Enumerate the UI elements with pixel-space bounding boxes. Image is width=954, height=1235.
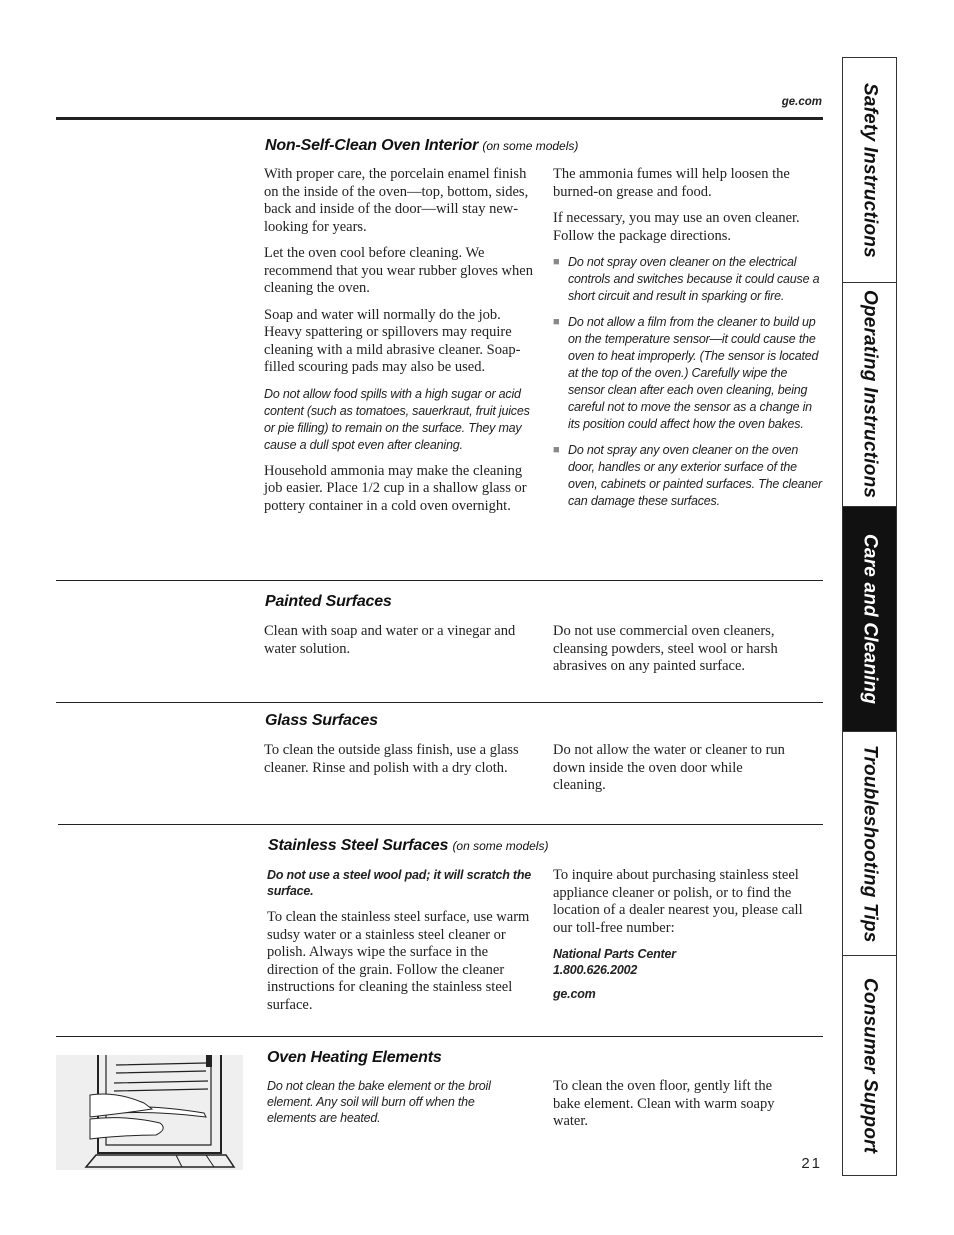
warning-text: Do not allow a film from the cleaner to build up on the temperature sensor—it could cause the oven to heat improperly. (The sensor is located at the top of the oven.) Carefully wipe the sensor clean after each oven cleaning, being careful not to move the sensor as a change in its position could affect how the oven bakes. xyxy=(568,315,819,431)
tab-operating-instructions[interactable] xyxy=(843,283,896,507)
stainless-subtitle: (on some models) xyxy=(452,839,549,853)
page-number: 21 xyxy=(801,1155,822,1172)
heating-caution-note: Do not clean the bake element or the broil element. Any soil will burn off when the elements are heated. xyxy=(267,1079,491,1125)
stainless-title: Stainless Steel Surfaces xyxy=(268,837,449,854)
section-divider xyxy=(56,702,823,703)
heating-right-text: To clean the oven floor, gently lift the bake element. Clean with warm soapy water. xyxy=(553,1078,775,1129)
oven-interior-drawing xyxy=(56,1055,243,1170)
tab-label: Consumer Support xyxy=(859,977,881,1154)
square-bullet-icon: ■ xyxy=(553,444,560,456)
tab-care-and-cleaning[interactable] xyxy=(843,507,896,732)
tab-troubleshooting-tips[interactable] xyxy=(843,732,896,956)
contact-block xyxy=(553,946,819,1002)
section-title-heating: Oven Heating Elements xyxy=(267,1049,442,1066)
oven-interior-warning-item xyxy=(553,442,823,510)
warning-text: Do not spray any oven cleaner on the oven door, handles or any exterior surface of the oven, cabinets or painted surfaces. The cleaner can damage these surfaces. xyxy=(568,443,822,508)
tab-label: Safety Instructions xyxy=(859,82,881,258)
site-url: ge.com xyxy=(781,96,822,108)
oven-interior-right-column xyxy=(553,166,823,519)
oven-interior-subtitle: (on some models) xyxy=(482,139,579,153)
section-title-glass: Glass Surfaces xyxy=(265,712,378,729)
oven-interior-paragraph: Household ammonia may make the cleaning job easier. Place 1/2 cup in a shallow glass or pottery container in a cold oven overnight. xyxy=(264,462,527,514)
oven-interior-caution-note: Do not allow food spills with a high sugar or acid content (such as tomatoes, sauerkraut, fruit juices or pie filling) to remain on the surface. They may cause a dull spot even after cleaning. xyxy=(264,386,530,452)
oven-interior-paragraph: With proper care, the porcelain enamel finish on the inside of the oven—top, bottom, sides, back and inside of the door—will stay new-looking for years. xyxy=(264,166,529,235)
oven-cleaning-illustration xyxy=(56,1055,243,1170)
section-tabs xyxy=(842,57,897,1176)
section-divider xyxy=(56,1036,823,1037)
glass-left-text: To clean the outside glass finish, use a glass cleaner. Rinse and polish with a dry cloth. xyxy=(264,742,519,776)
contact-website: ge.com xyxy=(553,987,596,1001)
oven-interior-warning-item xyxy=(553,254,823,305)
warning-text: Do not spray oven cleaner on the electrical controls and switches because it could cause a short circuit and result in sparking or fire. xyxy=(568,255,820,303)
stainless-left-column xyxy=(267,867,537,1023)
oven-interior-paragraph: The ammonia fumes will help loosen the burned-on grease and food. xyxy=(553,166,790,200)
tab-safety-instructions[interactable] xyxy=(843,58,896,283)
tab-label: Operating Instructions xyxy=(859,290,881,499)
square-bullet-icon: ■ xyxy=(553,256,560,268)
section-divider xyxy=(58,824,823,825)
oven-interior-paragraph: If necessary, you may use an oven cleaner. Follow the package directions. xyxy=(553,210,800,244)
oven-interior-warning-item xyxy=(553,314,823,433)
tab-consumer-support[interactable] xyxy=(843,956,896,1175)
square-bullet-icon: ■ xyxy=(553,316,560,328)
section-title-oven-interior xyxy=(265,137,578,155)
stainless-inquiry-text: To inquire about purchasing stainless steel appliance cleaner or polish, or to find the location of a dealer nearest you, please call our toll-free number: xyxy=(553,867,803,936)
glass-right-text: Do not allow the water or cleaner to run down inside the oven door while cleaning. xyxy=(553,742,785,793)
contact-phone: 1.800.626.2002 xyxy=(553,963,638,977)
section-title-painted: Painted Surfaces xyxy=(265,593,392,610)
oven-interior-left-column xyxy=(264,166,536,524)
header-rule xyxy=(56,117,823,120)
stainless-right-column xyxy=(553,867,819,1012)
section-title-stainless xyxy=(268,837,548,855)
painted-right-text: Do not use commercial oven cleaners, cleansing powders, steel wool or harsh abrasives on any painted surface. xyxy=(553,623,778,674)
section-divider xyxy=(56,580,823,581)
oven-interior-paragraph: Soap and water will normally do the job. Heavy spattering or spillovers may require cleaning with a mild abrasive cleaner. Soap-filled scouring pads may also be used. xyxy=(264,306,521,375)
contact-name: National Parts Center xyxy=(553,947,676,961)
tab-label: Troubleshooting Tips xyxy=(859,744,881,943)
oven-interior-title: Non-Self-Clean Oven Interior xyxy=(265,137,479,154)
stainless-warning: Do not use a steel wool pad; it will scratch the surface. xyxy=(267,868,532,898)
tab-label: Care and Cleaning xyxy=(859,533,881,705)
painted-left-text: Clean with soap and water or a vinegar and water solution. xyxy=(264,623,516,657)
stainless-instructions: To clean the stainless steel surface, use warm sudsy water or a stainless steel cleaner or polish. Always wipe the surface in the direction of the grain. Follow the cleaner instructions for cleaning the stainless steel surface. xyxy=(267,909,530,1013)
oven-interior-paragraph: Let the oven cool before cleaning. We recommend that you wear rubber gloves when cleaning the oven. xyxy=(264,245,533,296)
